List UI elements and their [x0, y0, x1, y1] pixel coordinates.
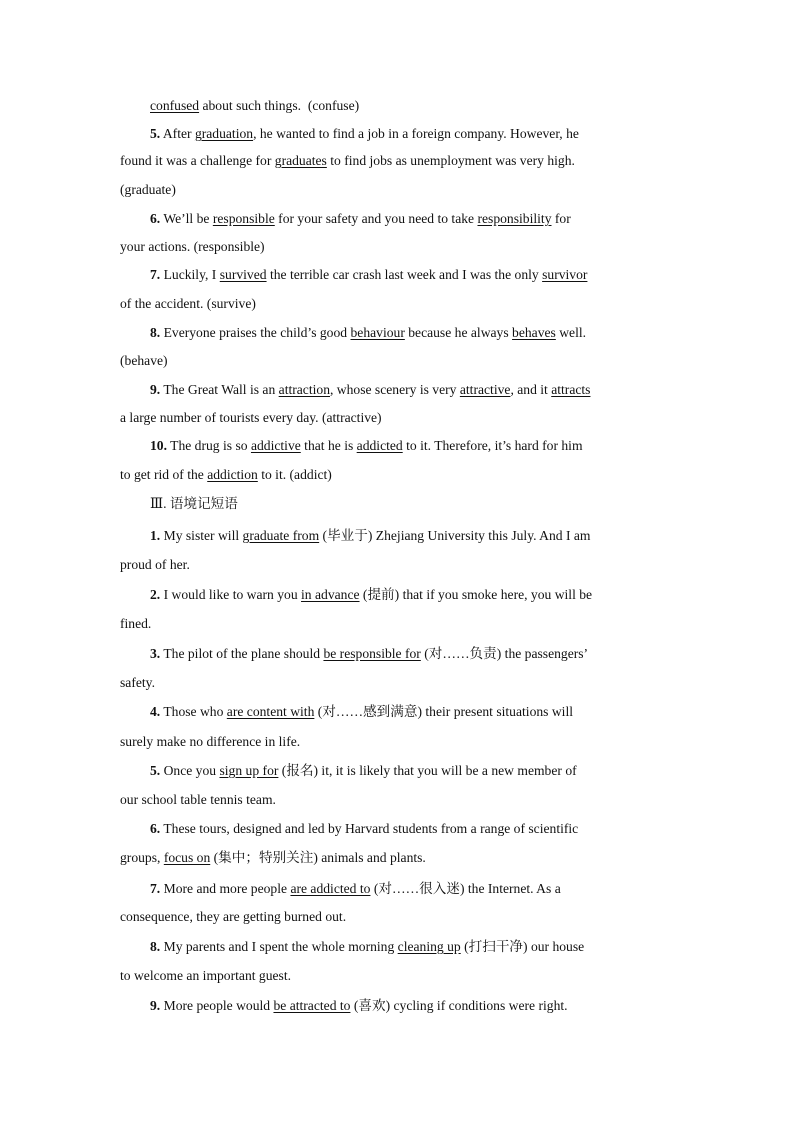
sentence-text: to find jobs as unemployment was very high.	[326, 153, 575, 168]
sentence-text: The drug is so	[167, 438, 251, 453]
sentence-text: (集中；特别关注) animals and plants.	[210, 850, 426, 865]
exercise-line	[150, 125, 579, 143]
exercise-line	[120, 295, 256, 313]
answer-blank: behaves	[512, 325, 556, 340]
item-number: 7.	[150, 267, 161, 282]
phrase-line	[150, 820, 578, 838]
answer-blank: are content with	[226, 704, 315, 719]
sentence-text: a large number of tourists every day. (attractive)	[120, 410, 382, 425]
item-number: 8.	[150, 325, 161, 340]
answer-blank: are addicted to	[290, 881, 371, 896]
sentence-text: to it. Therefore, it’s hard for him	[402, 438, 583, 453]
item-number: 1.	[150, 528, 161, 543]
sentence-text: surely make no difference in life.	[120, 734, 301, 749]
answer-blank: survivor	[542, 267, 588, 282]
item-number: 5.	[150, 126, 161, 141]
item-number: 6.	[150, 821, 161, 836]
exercise-line	[120, 238, 265, 256]
phrase-line	[150, 762, 577, 780]
answer-blank: be responsible for	[323, 646, 421, 661]
phrase-line	[120, 674, 155, 692]
exercise-line	[150, 437, 583, 455]
sentence-text: to it. (addict)	[257, 467, 332, 482]
sentence-text: our school table tennis team.	[120, 792, 276, 807]
sentence-text: the terrible car crash last week and I was the only	[266, 267, 543, 282]
item-number: 9.	[150, 382, 161, 397]
answer-blank: responsible	[212, 211, 275, 226]
phrase-line	[120, 615, 151, 633]
phrase-line	[120, 849, 426, 867]
item-number: 4.	[150, 704, 161, 719]
exercise-line	[150, 381, 590, 399]
sentence-text: These tours, designed and led by Harvard students from a range of scientific	[160, 821, 579, 836]
phrase-line	[120, 908, 346, 926]
sentence-text: your actions. (responsible)	[120, 239, 265, 254]
answer-blank: graduation	[194, 126, 254, 141]
sentence-text: , whose scenery is very	[330, 382, 460, 397]
sentence-text: (喜欢) cycling if conditions were right.	[350, 998, 568, 1013]
answer-blank: in advance	[301, 587, 360, 602]
sentence-text: (报名) it, it is likely that you will be a new member of	[278, 763, 577, 778]
item-number: 10.	[150, 438, 167, 453]
sentence-text: of the accident. (survive)	[120, 296, 256, 311]
item-number: 9.	[150, 998, 161, 1013]
sentence-text: well.	[555, 325, 587, 340]
exercise-line	[150, 97, 359, 115]
answer-blank: attracts	[551, 382, 591, 397]
sentence-text: (对……很入迷) the Internet. As a	[370, 881, 561, 896]
sentence-text: More people would	[160, 998, 274, 1013]
sentence-text: , and it	[510, 382, 552, 397]
sentence-text: Those who	[160, 704, 227, 719]
sentence-text: Everyone praises the child’s good	[160, 325, 351, 340]
sentence-text: proud of her.	[120, 557, 190, 572]
sentence-text: (对……感到满意) their present situations will	[314, 704, 574, 719]
answer-blank: graduate from	[242, 528, 320, 543]
item-number: 2.	[150, 587, 161, 602]
item-number: 5.	[150, 763, 161, 778]
phrase-line	[150, 997, 568, 1015]
sentence-text: for	[551, 211, 571, 226]
sentence-text: (提前) that if you smoke here, you will be	[359, 587, 593, 602]
phrase-line	[150, 703, 573, 721]
answer-blank: confused	[150, 98, 200, 113]
answer-blank: attraction	[278, 382, 330, 397]
answer-blank: addicted	[356, 438, 403, 453]
sentence-text: Once you	[160, 763, 220, 778]
answer-blank: addiction	[207, 467, 258, 482]
answer-blank: survived	[219, 267, 267, 282]
sentence-text: to get rid of the	[120, 467, 208, 482]
sentence-text: fined.	[120, 616, 152, 631]
sentence-text: After	[160, 126, 195, 141]
sentence-text: that he is	[300, 438, 357, 453]
sentence-text: (对……负责) the passengers’	[420, 646, 589, 661]
phrase-line	[120, 791, 276, 809]
sentence-text: (毕业于) Zhejiang University this July. And I am	[319, 528, 591, 543]
answer-blank: be attracted to	[273, 998, 351, 1013]
item-number: 6.	[150, 211, 161, 226]
exercise-line	[150, 210, 571, 228]
phrase-line	[150, 880, 561, 898]
phrase-line	[120, 556, 190, 574]
answer-blank: cleaning up	[397, 939, 461, 954]
sentence-text: about such things. (confuse)	[199, 98, 360, 113]
sentence-text: (打扫干净) our house	[460, 939, 585, 954]
item-number: 3.	[150, 646, 161, 661]
answer-blank: responsibility	[477, 211, 552, 226]
sentence-text: We’ll be	[160, 211, 213, 226]
sentence-text: consequence, they are getting burned out.	[120, 909, 347, 924]
sentence-text: , he wanted to find a job in a foreign company. However, he	[253, 126, 579, 141]
sentence-text: safety.	[120, 675, 155, 690]
sentence-text: I would like to warn you	[160, 587, 302, 602]
section-heading: Ⅲ. 语境记短语	[150, 496, 238, 511]
phrase-line	[150, 645, 588, 663]
answer-blank: sign up for	[219, 763, 279, 778]
phrase-line	[150, 527, 591, 545]
sentence-text: The pilot of the plane should	[160, 646, 324, 661]
item-number: 7.	[150, 881, 161, 896]
sentence-text: Luckily, I	[160, 267, 220, 282]
exercise-line	[120, 466, 332, 484]
answer-blank: addictive	[250, 438, 301, 453]
sentence-text: because he always	[404, 325, 513, 340]
exercise-line	[120, 409, 382, 427]
sentence-text: More and more people	[160, 881, 291, 896]
sentence-text: My parents and I spent the whole morning	[160, 939, 398, 954]
answer-blank: behaviour	[350, 325, 405, 340]
sentence-text: groups,	[120, 850, 164, 865]
phrase-line	[120, 733, 300, 751]
sentence-text: My sister will	[160, 528, 243, 543]
sentence-text: (graduate)	[120, 182, 176, 197]
phrase-line	[150, 586, 592, 604]
sentence-text: found it was a challenge for	[120, 153, 275, 168]
exercise-line	[150, 266, 587, 284]
exercise-line	[120, 152, 575, 170]
answer-blank: focus on	[163, 850, 211, 865]
sentence-text: The Great Wall is an	[160, 382, 279, 397]
phrase-line	[150, 938, 584, 956]
exercise-line	[120, 352, 168, 370]
phrase-line	[120, 967, 291, 985]
answer-blank: attractive	[459, 382, 511, 397]
sentence-text: for your safety and you need to take	[274, 211, 478, 226]
answer-blank: graduates	[274, 153, 327, 168]
exercise-line	[120, 181, 176, 199]
sentence-text: (behave)	[120, 353, 168, 368]
exercise-line	[150, 324, 586, 342]
item-number: 8.	[150, 939, 161, 954]
sentence-text: to welcome an important guest.	[120, 968, 292, 983]
